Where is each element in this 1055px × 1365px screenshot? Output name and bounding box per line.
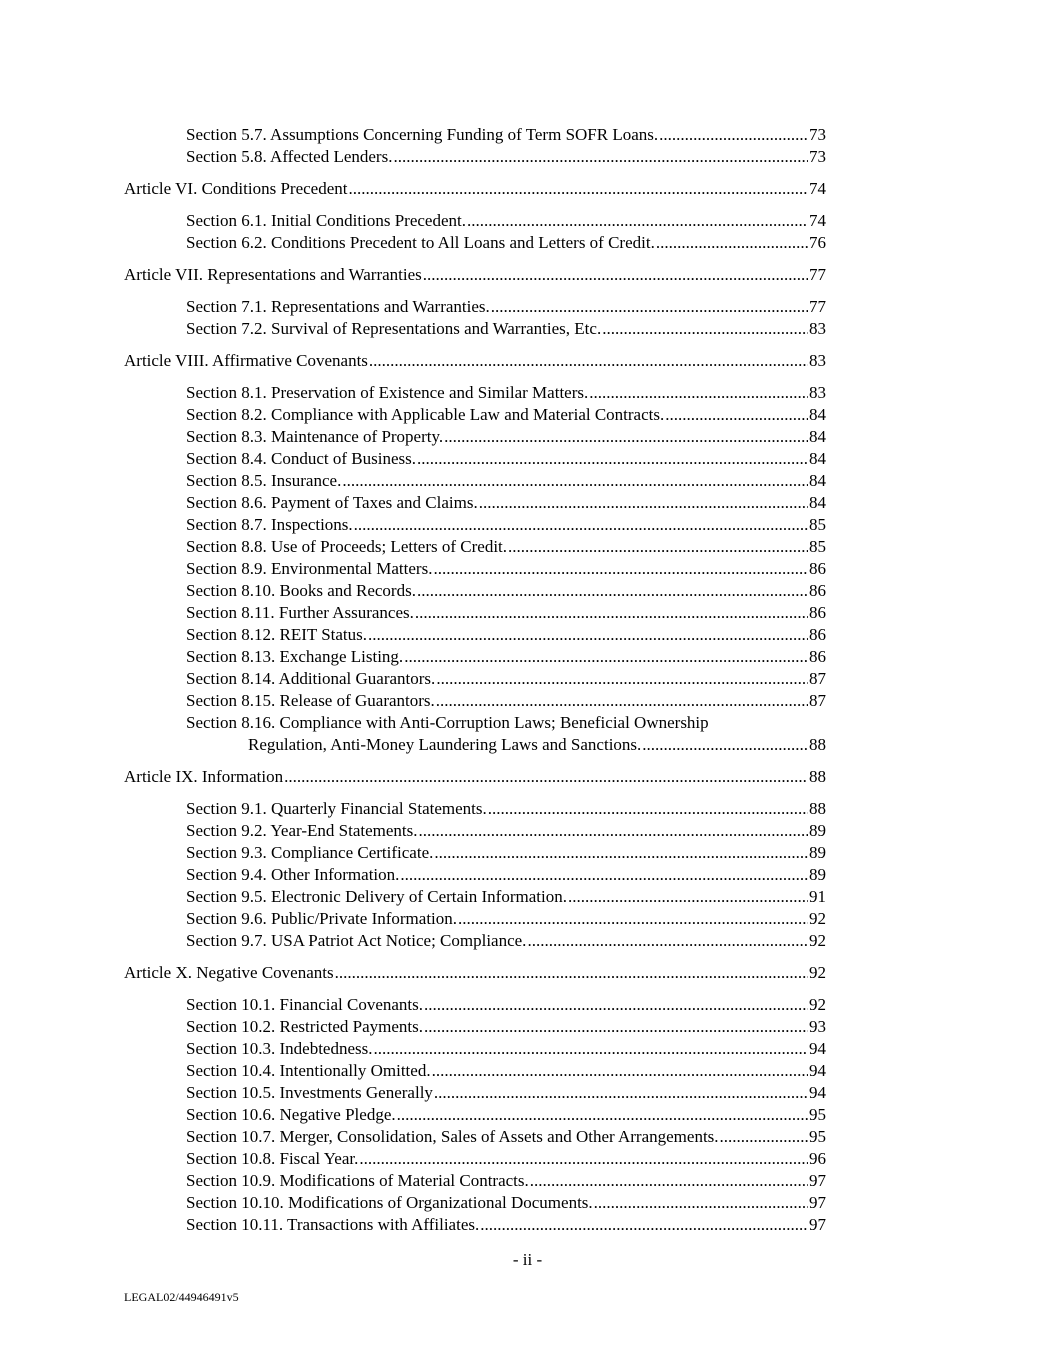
toc-page-number: 92 bbox=[809, 931, 826, 950]
toc-section-entry bbox=[124, 558, 826, 580]
toc-page-number: 95 bbox=[809, 1127, 826, 1146]
dot-leader bbox=[397, 1104, 808, 1126]
dot-leader bbox=[602, 318, 808, 340]
toc-section-entry bbox=[124, 404, 826, 426]
toc-section-entry bbox=[124, 886, 826, 908]
toc-section-entry bbox=[124, 1148, 826, 1170]
toc-page-number: 88 bbox=[809, 735, 826, 754]
toc-page-number: 83 bbox=[809, 383, 826, 402]
dot-leader bbox=[359, 1148, 808, 1170]
toc-section-entry bbox=[124, 624, 826, 646]
dot-leader bbox=[594, 1192, 808, 1214]
toc-entry-label: Section 9.3. Compliance Certificate. bbox=[186, 843, 434, 862]
toc-section-entry bbox=[124, 842, 826, 864]
table-of-contents bbox=[124, 124, 826, 1236]
dot-leader bbox=[424, 994, 808, 1016]
toc-entry-label: Section 9.6. Public/Private Information. bbox=[186, 909, 458, 928]
toc-entry-label: Section 10.9. Modifications of Material Contracts. bbox=[186, 1171, 529, 1190]
dot-leader bbox=[417, 448, 808, 470]
toc-section-entry bbox=[124, 994, 826, 1016]
toc-section-entry bbox=[124, 602, 826, 624]
toc-section-entry bbox=[124, 580, 826, 602]
toc-entry-label: Section 8.10. Books and Records. bbox=[186, 581, 416, 600]
toc-entry-label: Section 10.1. Financial Covenants. bbox=[186, 995, 424, 1014]
toc-page-number: 86 bbox=[809, 647, 826, 666]
dot-leader bbox=[434, 1082, 808, 1104]
toc-entry-label: Section 5.8. Affected Lenders. bbox=[186, 147, 393, 166]
toc-section-entry bbox=[124, 210, 826, 232]
toc-page-number: 89 bbox=[809, 843, 826, 862]
toc-page-number: 83 bbox=[809, 351, 826, 370]
toc-entry-label: Section 8.15. Release of Guarantors. bbox=[186, 691, 435, 710]
toc-entry-label: Section 9.1. Quarterly Financial Statements. bbox=[186, 799, 487, 818]
toc-entry-label: Section 10.5. Investments Generally bbox=[186, 1083, 433, 1102]
toc-section-entry bbox=[124, 1192, 826, 1214]
toc-page-number: 87 bbox=[809, 691, 826, 710]
toc-section-entry bbox=[124, 426, 826, 448]
toc-page-number: 84 bbox=[809, 427, 826, 446]
dot-leader bbox=[432, 1060, 808, 1082]
dot-leader bbox=[433, 558, 808, 580]
dot-leader bbox=[434, 842, 808, 864]
toc-section-entry bbox=[124, 668, 826, 690]
toc-page-number: 94 bbox=[809, 1039, 826, 1058]
toc-article-entry bbox=[124, 766, 826, 788]
toc-page-number: 96 bbox=[809, 1149, 826, 1168]
toc-section-entry bbox=[124, 1214, 826, 1236]
toc-section-entry bbox=[124, 712, 826, 756]
dot-leader bbox=[417, 580, 808, 602]
toc-entry-label: Section 9.2. Year-End Statements. bbox=[186, 821, 418, 840]
toc-page-number: 86 bbox=[809, 603, 826, 622]
toc-section-entry bbox=[124, 448, 826, 470]
toc-page-number: 88 bbox=[809, 767, 826, 786]
toc-entry-label: Section 8.3. Maintenance of Property. bbox=[186, 427, 444, 446]
toc-page-number: 92 bbox=[809, 963, 826, 982]
toc-page-number: 89 bbox=[809, 821, 826, 840]
toc-page-number: 77 bbox=[809, 297, 826, 316]
toc-page-number: 85 bbox=[809, 515, 826, 534]
toc-entry-label: Section 8.12. REIT Status. bbox=[186, 625, 368, 644]
toc-section-entry bbox=[124, 930, 826, 952]
dot-leader bbox=[393, 146, 808, 168]
toc-page-number: 77 bbox=[809, 265, 826, 284]
dot-leader bbox=[491, 296, 808, 318]
dot-leader bbox=[508, 536, 808, 558]
toc-entry-label: Section 6.1. Initial Conditions Precedent. bbox=[186, 211, 466, 230]
toc-page-number: 85 bbox=[809, 537, 826, 556]
toc-page-number: 76 bbox=[809, 233, 826, 252]
toc-section-entry bbox=[124, 382, 826, 404]
toc-entry-label: Article VII. Representations and Warranties bbox=[124, 265, 422, 284]
dot-leader bbox=[368, 624, 808, 646]
toc-page-number: 95 bbox=[809, 1105, 826, 1124]
toc-section-entry bbox=[124, 908, 826, 930]
dot-leader bbox=[369, 350, 808, 372]
toc-page-number: 91 bbox=[809, 887, 826, 906]
dot-leader bbox=[404, 646, 808, 668]
toc-section-entry bbox=[124, 492, 826, 514]
toc-entry-label: Section 7.1. Representations and Warranties. bbox=[186, 297, 490, 316]
toc-page-number: 94 bbox=[809, 1083, 826, 1102]
dot-leader bbox=[720, 1126, 808, 1148]
toc-entry-label: Section 8.1. Preservation of Existence and Similar Matters. bbox=[186, 383, 589, 402]
toc-entry-label: Section 7.2. Survival of Representations and Warranties, Etc. bbox=[186, 319, 602, 338]
toc-entry-label: Section 10.10. Modifications of Organizational Documents. bbox=[186, 1193, 593, 1212]
toc-section-entry bbox=[124, 1060, 826, 1082]
dot-leader bbox=[488, 798, 808, 820]
toc-entry-label: Section 10.7. Merger, Consolidation, Sales of Assets and Other Arrangements. bbox=[186, 1127, 719, 1146]
dot-leader bbox=[436, 668, 808, 690]
toc-section-entry bbox=[124, 536, 826, 558]
dot-leader bbox=[374, 1038, 809, 1060]
toc-page-number: 86 bbox=[809, 625, 826, 644]
toc-page-number: 86 bbox=[809, 581, 826, 600]
toc-section-entry bbox=[124, 864, 826, 886]
toc-page-number: 84 bbox=[809, 471, 826, 490]
toc-page-number: 84 bbox=[809, 493, 826, 512]
toc-section-entry bbox=[124, 1082, 826, 1104]
dot-leader bbox=[444, 426, 808, 448]
toc-entry-label: Section 10.3. Indebtedness. bbox=[186, 1039, 373, 1058]
toc-page-number: 94 bbox=[809, 1061, 826, 1080]
dot-leader bbox=[665, 404, 808, 426]
toc-page-number: 92 bbox=[809, 909, 826, 928]
toc-section-entry bbox=[124, 318, 826, 340]
dot-leader bbox=[467, 210, 808, 232]
dot-leader bbox=[642, 734, 808, 756]
toc-entry-label: Section 8.2. Compliance with Applicable Law and Material Contracts. bbox=[186, 405, 665, 424]
toc-section-entry bbox=[124, 296, 826, 318]
toc-entry-label: Section 8.16. Compliance with Anti-Corruption Laws; Beneficial Ownership bbox=[186, 713, 709, 732]
toc-page-number: 73 bbox=[809, 147, 826, 166]
toc-entry-label: Section 8.7. Inspections. bbox=[186, 515, 353, 534]
toc-section-entry bbox=[124, 1038, 826, 1060]
dot-leader bbox=[479, 492, 808, 514]
toc-section-entry bbox=[124, 470, 826, 492]
toc-section-entry bbox=[124, 1016, 826, 1038]
toc-entry-label: Section 10.4. Intentionally Omitted. bbox=[186, 1061, 431, 1080]
toc-article-entry bbox=[124, 350, 826, 372]
toc-entry-label: Section 9.5. Electronic Delivery of Certain Information. bbox=[186, 887, 567, 906]
toc-entry-label: Section 8.14. Additional Guarantors. bbox=[186, 669, 436, 688]
toc-section-entry bbox=[124, 690, 826, 712]
toc-entry-label: Section 6.2. Conditions Precedent to All Loans and Letters of Credit. bbox=[186, 233, 655, 252]
toc-page-number: 97 bbox=[809, 1171, 826, 1190]
toc-entry-label: Section 8.4. Conduct of Business. bbox=[186, 449, 416, 468]
dot-leader bbox=[656, 232, 808, 254]
dot-leader bbox=[284, 766, 808, 788]
toc-page-number: 86 bbox=[809, 559, 826, 578]
toc-section-entry bbox=[124, 1126, 826, 1148]
toc-entry-label: Section 10.8. Fiscal Year. bbox=[186, 1149, 359, 1168]
dot-leader bbox=[480, 1214, 808, 1236]
toc-page-number: 84 bbox=[809, 449, 826, 468]
dot-leader bbox=[419, 820, 809, 842]
toc-entry-label: Article VI. Conditions Precedent bbox=[124, 179, 348, 198]
toc-entry-label: Article IX. Information bbox=[124, 767, 284, 786]
toc-page-number: 74 bbox=[809, 211, 826, 230]
toc-entry-label: Section 8.13. Exchange Listing. bbox=[186, 647, 404, 666]
dot-leader bbox=[530, 1170, 808, 1192]
dot-leader bbox=[659, 124, 808, 146]
toc-section-entry bbox=[124, 146, 826, 168]
dot-leader bbox=[415, 602, 808, 624]
toc-page-number: 88 bbox=[809, 799, 826, 818]
toc-section-entry bbox=[124, 514, 826, 536]
toc-article-entry bbox=[124, 962, 826, 984]
dot-leader bbox=[354, 514, 808, 536]
dot-leader bbox=[348, 178, 808, 200]
dot-leader bbox=[424, 1016, 808, 1038]
toc-entry-label: Section 8.8. Use of Proceeds; Letters of Credit. bbox=[186, 537, 508, 556]
page-number: - ii - bbox=[512, 1250, 543, 1269]
toc-page-number: 84 bbox=[809, 405, 826, 424]
toc-page-number: 92 bbox=[809, 995, 826, 1014]
toc-entry-label: Section 9.4. Other Information. bbox=[186, 865, 400, 884]
toc-page-number: 97 bbox=[809, 1215, 826, 1234]
dot-leader bbox=[423, 264, 808, 286]
toc-page-number: 73 bbox=[809, 125, 826, 144]
toc-article-entry bbox=[124, 264, 826, 286]
toc-page-number: 89 bbox=[809, 865, 826, 884]
dot-leader bbox=[589, 382, 808, 404]
toc-entry-label: Section 10.2. Restricted Payments. bbox=[186, 1017, 424, 1036]
toc-entry-label: Article VIII. Affirmative Covenants bbox=[124, 351, 368, 370]
dot-leader bbox=[400, 864, 808, 886]
toc-section-entry bbox=[124, 1104, 826, 1126]
toc-section-entry bbox=[124, 646, 826, 668]
dot-leader bbox=[436, 690, 808, 712]
toc-entry-label: Section 10.11. Transactions with Affiliates. bbox=[186, 1215, 480, 1234]
toc-entry-label: Section 9.7. USA Patriot Act Notice; Compliance. bbox=[186, 931, 527, 950]
toc-article-entry bbox=[124, 178, 826, 200]
dot-leader bbox=[568, 886, 808, 908]
toc-entry-label: Section 10.6. Negative Pledge. bbox=[186, 1105, 396, 1124]
toc-section-entry bbox=[124, 124, 826, 146]
toc-section-entry bbox=[124, 820, 826, 842]
toc-entry-label-continued: Regulation, Anti-Money Laundering Laws and Sanctions. bbox=[248, 735, 642, 754]
dot-leader bbox=[458, 908, 808, 930]
toc-page-number: 83 bbox=[809, 319, 826, 338]
toc-section-entry bbox=[124, 232, 826, 254]
dot-leader bbox=[342, 470, 808, 492]
toc-entry-label: Section 8.5. Insurance. bbox=[186, 471, 342, 490]
dot-leader bbox=[335, 962, 808, 984]
toc-entry-label: Section 5.7. Assumptions Concerning Funding of Term SOFR Loans. bbox=[186, 125, 659, 144]
toc-page-number: 93 bbox=[809, 1017, 826, 1036]
document-id: LEGAL02/44946491v5 bbox=[124, 1290, 239, 1304]
toc-entry-label: Article X. Negative Covenants bbox=[124, 963, 334, 982]
toc-page-number: 87 bbox=[809, 669, 826, 688]
toc-entry-label: Section 8.9. Environmental Matters. bbox=[186, 559, 433, 578]
toc-section-entry bbox=[124, 798, 826, 820]
toc-entry-label: Section 8.6. Payment of Taxes and Claims. bbox=[186, 493, 478, 512]
toc-page-number: 74 bbox=[809, 179, 826, 198]
dot-leader bbox=[527, 930, 808, 952]
toc-page-number: 97 bbox=[809, 1193, 826, 1212]
toc-section-entry bbox=[124, 1170, 826, 1192]
toc-entry-label: Section 8.11. Further Assurances. bbox=[186, 603, 414, 622]
